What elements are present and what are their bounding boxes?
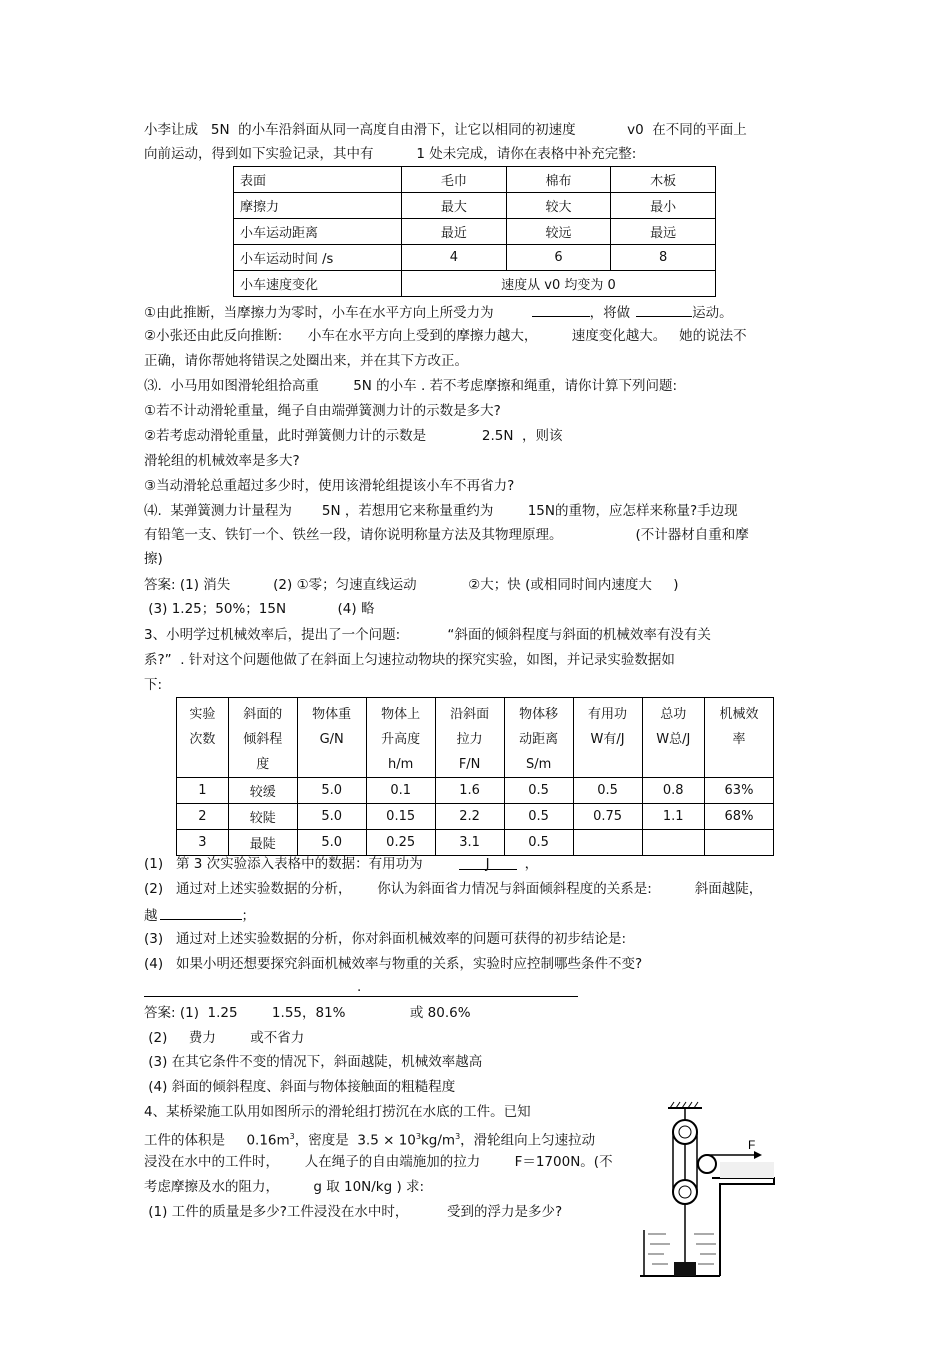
- header-cell: [573, 698, 642, 778]
- question-3-1: ①若不计动滑轮重量，绳子自由端弹簧测力计的示数是多大?: [144, 403, 501, 419]
- table-cell: [573, 830, 642, 856]
- answer-line: [144, 996, 578, 997]
- table-cell: 1.6: [435, 778, 504, 804]
- workpiece-block: [674, 1262, 696, 1276]
- text: 沿斜面: [450, 707, 490, 722]
- problem-4-line-1: 4、某桥梁施工队用如图所示的滑轮组打捞沉在水底的工件。已知: [144, 1104, 531, 1120]
- table-cell: 最近: [402, 219, 507, 245]
- table-cell: 0.5: [504, 778, 573, 804]
- table-row: [177, 830, 774, 856]
- text: G/N: [319, 732, 344, 747]
- table-cell: 小车运动距离: [234, 219, 402, 245]
- text: ，密度是 3.5 × 10: [294, 1132, 416, 1149]
- table-cell: 最远: [611, 219, 716, 245]
- text: 总功: [660, 707, 687, 722]
- bank-edge: [712, 1178, 774, 1276]
- table-cell: 最陡: [228, 830, 297, 856]
- bank-surface: [720, 1162, 774, 1178]
- table-row: [234, 219, 716, 245]
- problem-3-line-1: 3、小明学过机械效率后，提出了一个问题: “斜面的倾斜程度与斜面的机械效率有没有关: [144, 627, 711, 643]
- answer-3-line-3: (3) 在其它条件不变的情况下，斜面越陡，机械效率越高: [144, 1054, 483, 1070]
- sub-question-2-line-1: (2) 通过对上述实验数据的分析， 你认为斜面省力情况与斜面倾斜程度的关系是: 斜面越陡，: [144, 881, 763, 897]
- table-cell: [704, 830, 773, 856]
- question-4-line-2: 有铅笔一支、铁钉一个、铁丝一段，请你说明称量方法及其物理原理。 (不计器材自重和摩: [144, 527, 749, 543]
- table-cell: 68%: [704, 804, 773, 830]
- table-cell: 1: [177, 778, 229, 804]
- answer-1-line-2: (3) 1.25；50%；15N (4) 略: [144, 601, 375, 617]
- header-cell: [642, 698, 704, 778]
- table-cell: 摩擦力: [234, 193, 402, 219]
- table-row: [234, 167, 716, 193]
- header-cell: [297, 698, 366, 778]
- text: 拉力: [456, 732, 483, 747]
- incline-table: [176, 697, 774, 856]
- question-3-2b: 滑轮组的机械效率是多大?: [144, 453, 300, 469]
- table-cell: 3.1: [435, 830, 504, 856]
- table-cell: 1.1: [642, 804, 704, 830]
- table-cell: 0.75: [573, 804, 642, 830]
- table-cell: 较陡: [228, 804, 297, 830]
- header-cell: [366, 698, 435, 778]
- table-cell: [642, 830, 704, 856]
- friction-table: [233, 166, 716, 297]
- text: W总/J: [656, 732, 691, 747]
- text: S/m: [525, 757, 552, 772]
- text: ；: [241, 908, 255, 924]
- header-cell: [177, 698, 229, 778]
- table-cell: 毛巾: [402, 167, 507, 193]
- answer-blank: [160, 905, 242, 920]
- text: ，将做: [589, 305, 631, 321]
- table-cell: 5.0: [297, 830, 366, 856]
- table-cell: 表面: [234, 167, 402, 193]
- sub-question-1: [144, 855, 538, 873]
- table-cell: 0.5: [573, 778, 642, 804]
- text: 度: [256, 757, 270, 772]
- table-row: [234, 193, 716, 219]
- text: kg/m: [420, 1132, 456, 1149]
- header-cell: [435, 698, 504, 778]
- table-cell: 0.5: [504, 804, 573, 830]
- guide-pulley: [698, 1155, 716, 1173]
- answer-3-line-4: (4) 斜面的倾斜程度、斜面与物体接触面的粗糙程度: [144, 1079, 456, 1095]
- text: ①由此推断，当摩擦力为零时，小车在水平方向上所受力为: [144, 305, 494, 321]
- table-cell: 最大: [402, 193, 507, 219]
- table-row: [177, 804, 774, 830]
- table-header-row: [177, 698, 774, 778]
- header-cell: [504, 698, 573, 778]
- table-cell: 2.2: [435, 804, 504, 830]
- text: 有用功: [588, 707, 628, 722]
- question-2-line-2: 正确，请你帮她将错误之处圈出来，并在其下方改正。: [144, 353, 468, 369]
- answer-3-line-2: (2) 费力 或不省力: [144, 1030, 305, 1046]
- intro-line-1: 小李让成 5N 的小车沿斜面从同一高度自由滑下，让它以相同的初速度 v0 在不同的平面上: [144, 122, 747, 138]
- question-1: [144, 302, 733, 322]
- text: 运动。: [692, 305, 733, 321]
- question-2-line-1: ②小张还由此反向推断: 小车在水平方向上受到的摩擦力越大， 速度变化越大。 她的说法不: [144, 328, 747, 344]
- pulley-figure: [636, 1100, 776, 1290]
- text: 次数: [189, 732, 216, 747]
- problem-4-line-4: 考虑摩擦及水的阻力， g 取 10N/kg ) 求:: [144, 1179, 425, 1195]
- table-cell: 0.25: [366, 830, 435, 856]
- answer-3-line-1: 答案: (1) 1.25 1.55，81% 或 80.6%: [144, 1005, 471, 1021]
- text: 工件的体积是 0.16m: [144, 1132, 290, 1149]
- table-cell: 0.5: [504, 830, 573, 856]
- text: (1) 第 3 次实验添入表格中的数据：有用功为: [144, 856, 423, 872]
- question-3-title: ⑶. 小马用如图滑轮组拾高重 5N 的小车 . 若不考虑摩擦和绳重，请你计算下列问题:: [144, 378, 678, 394]
- answer-blank: [459, 855, 517, 870]
- table-row: [234, 271, 716, 297]
- sub-question-2-line-2: [144, 905, 255, 925]
- answer-blank-dot: .: [357, 979, 362, 995]
- table-cell: 0.1: [366, 778, 435, 804]
- text: 率: [732, 732, 746, 747]
- text: 机械效: [719, 707, 759, 722]
- table-cell: 4: [402, 245, 507, 271]
- problem-4-line-3: 浸没在水中的工件时， 人在绳子的自由端施加的拉力 F＝1700N。(不: [144, 1154, 613, 1170]
- question-3-3: ③当动滑轮总重超过多少时，使用该滑轮组提该小车不再省力?: [144, 478, 515, 494]
- intro-line-2: 向前运动，得到如下实验记录，其中有 1 处未完成，请你在表格中补充完整:: [144, 146, 637, 162]
- sub-question-3: (3) 通过对上述实验数据的分析，你对斜面机械效率的问题可获得的初步结论是:: [144, 931, 627, 947]
- unit-label: J: [485, 856, 490, 872]
- table-cell: 棉布: [506, 167, 611, 193]
- text: 倾斜程: [243, 732, 283, 747]
- table-cell: 小车速度变化: [234, 271, 402, 297]
- table-row: [177, 778, 774, 804]
- table-cell: 6: [506, 245, 611, 271]
- question-4-line-3: 擦): [144, 551, 163, 567]
- superscript: 3: [415, 1132, 421, 1141]
- table-cell: 2: [177, 804, 229, 830]
- table-cell: 较大: [506, 193, 611, 219]
- table-cell: 较缓: [228, 778, 297, 804]
- fixed-pulley: [673, 1120, 697, 1144]
- text: 越: [144, 908, 158, 924]
- table-cell: 木板: [611, 167, 716, 193]
- header-cell: [228, 698, 297, 778]
- table-cell: 5.0: [297, 804, 366, 830]
- arrow-icon: [754, 1151, 762, 1159]
- text: 动距离: [519, 732, 559, 747]
- text: 实验: [189, 707, 216, 722]
- table-cell: 5.0: [297, 778, 366, 804]
- problem-4-line-2: [144, 1128, 595, 1150]
- question-3-2: ②若考虑动滑轮重量，此时弹簧侧力计的示数是 2.5N ，则该: [144, 428, 563, 444]
- superscript: 3: [289, 1132, 295, 1141]
- answer-1-line-1: 答案: (1) 消失 (2) ①零；匀速直线运动 ②大；快 (或相同时间内速度大 ): [144, 577, 679, 593]
- table-cell: 速度从 v0 均变为 0: [402, 271, 716, 297]
- table-row: [234, 245, 716, 271]
- superscript: 3: [455, 1132, 461, 1141]
- sub-question-4: (4) 如果小明还想要探究斜面机械效率与物重的关系，实验时应控制哪些条件不变?: [144, 956, 643, 972]
- table-cell: 0.8: [642, 778, 704, 804]
- question-4-line-1: ⑷. 某弹簧测力计量程为 5N ，若想用它来称量重约为 15N的重物，应怎样来称量?手边现: [144, 503, 738, 519]
- answer-blank: [636, 302, 692, 317]
- text: 升高度: [381, 732, 421, 747]
- text: 物体上: [381, 707, 421, 722]
- force-label: F: [748, 1138, 756, 1152]
- text: F/N: [458, 757, 481, 772]
- text: 物体移: [519, 707, 559, 722]
- problem-3-line-2: 系?” . 针对这个问题他做了在斜面上匀速拉动物块的探究实验，如图，并记录实验数据如: [144, 652, 675, 668]
- table-cell: 较远: [506, 219, 611, 245]
- answer-blank: [532, 302, 590, 317]
- text: ，: [524, 856, 539, 872]
- table-cell: 3: [177, 830, 229, 856]
- table-cell: 最小: [611, 193, 716, 219]
- problem-3-line-3: 下:: [144, 677, 163, 693]
- text: W有/J: [590, 732, 625, 747]
- text: 斜面的: [243, 707, 283, 722]
- water-lines: [648, 1234, 716, 1264]
- text: 物体重: [312, 707, 352, 722]
- text: ，滑轮组向上匀速拉动: [460, 1132, 596, 1149]
- table-cell: 小车运动时间 /s: [234, 245, 402, 271]
- table-cell: 0.15: [366, 804, 435, 830]
- problem-4-line-5: (1) 工件的质量是多少?工件浸没在水中时， 受到的浮力是多少?: [144, 1204, 563, 1220]
- text: h/m: [388, 757, 414, 772]
- table-cell: 8: [611, 245, 716, 271]
- header-cell: [704, 698, 773, 778]
- table-cell: 63%: [704, 778, 773, 804]
- moving-pulley: [673, 1180, 697, 1204]
